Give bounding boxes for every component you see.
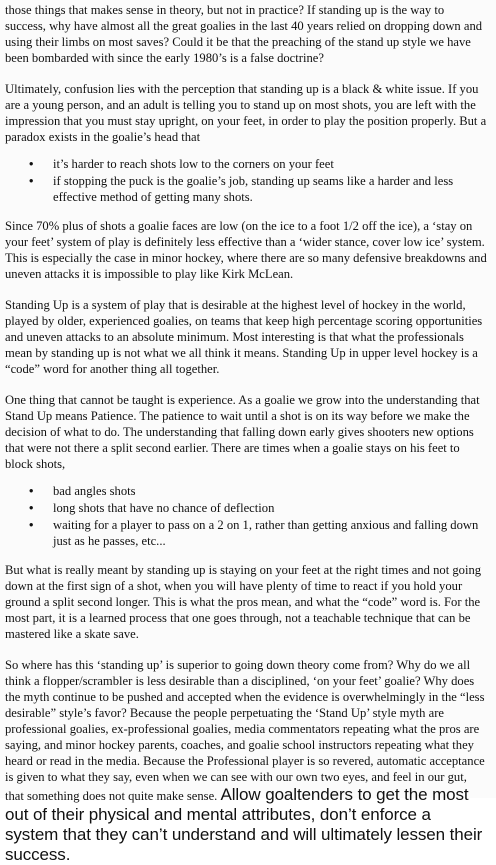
list-item: • waiting for a player to pass on a 2 on 1, rather than getting anxious and falling down just as he passes, etc... — [29, 517, 488, 549]
list-item: • long shots that have no chance of deflection — [29, 500, 488, 516]
paragraph-meaning: But what is really meant by standing up is staying on your feet at the right times and not going down at the first sign of a shot, when you will have plenty of time to react if you hold your ground a split second longer. This is what the pros mean, and what the “code” word is. For the most part, it is a learned process that one goes through, not a teachable technique that can be mastered like a skate save. — [5, 563, 482, 641]
paragraph-intro: those things that makes sense in theory, but not in practice? If standing up is the way to success, why have almost all the great goalies in the last 40 years relied on dropping down and using their limbs on most saves? Could it be that the preaching of the stand up style we have been bombarded with since the early 1980’s is a false doctrine? — [5, 3, 483, 65]
paragraph-standing-up-system: Standing Up is a system of play that is desirable at the highest level of hockey in the world, played by older, experienced goalies, on teams that keep high percentage scoring opportunities and uneven attacks to an absolute minimum. Most interesting is that what the professionals mean by standing up is not what we all think it means. Standing Up in upper level hockey is a “code” word for another thing all together. — [5, 298, 483, 376]
paradox-bullet-list — [5, 156, 488, 205]
list-item: • bad angles shots — [29, 483, 488, 499]
paragraph-low-shots: Since 70% plus of shots a goalie faces are low (on the ice to a foot 1/2 off the ice), a ‘stay on your feet’ system of play is definitely less effective than a ‘wider stance, cover low ice’ system. This is especially the case in minor hockey, where there are so many defensive breakdowns and uneven attacks it is impossible to play like Kirk McLean. — [5, 219, 487, 281]
list-item: • it’s harder to reach shots low to the corners on your feet — [29, 156, 488, 172]
closing-statement: Allow goaltenders to get the most out of their physical and mental attributes, don’t enforce a system that they can’t understand and will ultimately lessen their success. — [5, 785, 483, 864]
paragraph-experience: One thing that cannot be taught is experience. As a goalie we grow into the understanding that Stand Up means Patience. The patience to wait until a shot is on its way before we make the decision of what to do. The understanding that falling down early gives shooters new options that were not there a split second earlier. There are times when a goalie stays on his feet to block shots, — [5, 393, 480, 471]
paragraph-myth — [5, 657, 488, 865]
list-item: • if stopping the puck is the goalie’s job, standing up seams like a harder and less effective method of getting many shots. — [29, 173, 488, 205]
paragraph-myth-text: So where has this ‘standing up’ is superior to going down theory come from? Why do we all think a flopper/scrambler is less desirable than a disciplined, ‘on your feet’ goalie? Why does the myth continue to be pushed and accepted when the evidence is overwhelmingly in the “less desirable” style’s favor? Because the people perpetuating the ‘Stand Up’ style myth are professional goalies, ex-professional goalies, media commentators repeating what the pros are saying, and minor hockey parents, coaches, and goalie school instructors repeating what they heard or read in the media. Because the Professional player is so revered, automatic acceptance is given to what they say, even when we can see with our own two eyes, and feel in our gut, that something does not quite make sense. — [5, 658, 485, 803]
paragraph-confusion: Ultimately, confusion lies with the perception that standing up is a black & white issue. If you are a young person, and an adult is telling you to stand up on most shots, you are left with the impression that you must stay upright, on your feet, in order to play the position properly. But a paradox exists in the goalie’s head that — [5, 82, 487, 144]
block-shots-bullet-list — [5, 483, 488, 549]
